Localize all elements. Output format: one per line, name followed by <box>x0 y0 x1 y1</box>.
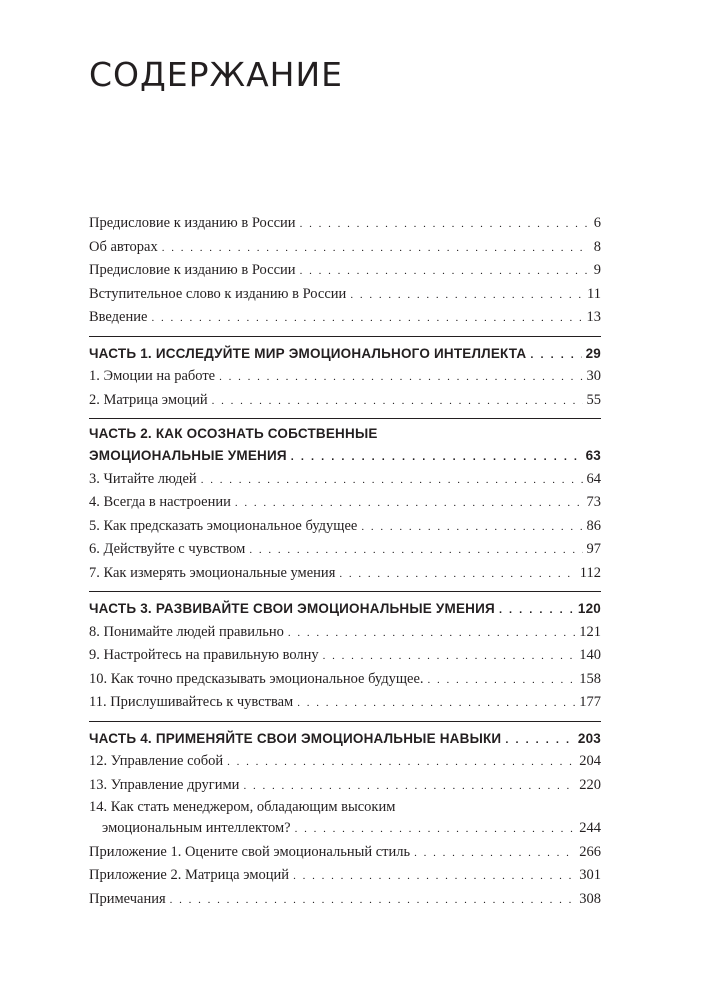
leader-dots <box>249 539 582 563</box>
toc-entry-page: 9 <box>593 262 601 278</box>
toc-entry-page: 177 <box>579 694 601 710</box>
toc-entry[interactable] <box>89 468 601 492</box>
leader-dots <box>291 446 582 470</box>
toc-entry[interactable] <box>89 236 601 260</box>
leader-dots <box>170 889 576 913</box>
toc-entry-page: 8 <box>593 238 601 255</box>
toc-entry[interactable] <box>89 212 601 236</box>
toc-entry[interactable] <box>89 888 601 912</box>
toc-part-title: ЭМОЦИОНАЛЬНЫЕ УМЕНИЯ <box>89 448 287 463</box>
toc-entry-title: 10. Как точно предсказывать эмоциональное будущее. <box>89 670 424 687</box>
toc-entry-title: 2. Матрица эмоций <box>89 391 208 408</box>
leader-dots <box>300 260 590 284</box>
table-of-contents <box>89 212 601 911</box>
toc-entry-page: 121 <box>579 623 601 640</box>
leader-dots <box>505 729 574 753</box>
section-divider <box>89 418 601 419</box>
toc-entry-title: Предисловие к изданию в России <box>89 262 296 278</box>
toc-entry-page: 13 <box>586 309 601 325</box>
toc-entry[interactable] <box>89 774 601 798</box>
page-title: СОДЕРЖАНИЕ <box>89 55 344 94</box>
toc-entry-page: 308 <box>579 890 601 907</box>
toc-part-4[interactable] <box>89 727 601 751</box>
toc-entry[interactable] <box>89 841 601 865</box>
toc-entry-title: Приложение 1. Оцените свой эмоциональный стиль <box>89 843 411 860</box>
leader-dots <box>201 469 583 493</box>
toc-entry-page: 55 <box>586 391 601 408</box>
toc-entry-page: 220 <box>579 776 601 793</box>
toc-entry[interactable] <box>89 621 601 645</box>
toc-entry[interactable] <box>89 750 601 774</box>
toc-part-page: 29 <box>585 345 601 361</box>
leader-dots <box>361 516 582 540</box>
toc-entry-page: 301 <box>579 867 601 883</box>
leader-dots <box>414 842 575 866</box>
toc-part-title: ЧАСТЬ 3. РАЗВИВАЙТЕ СВОИ ЭМОЦИОНАЛЬНЫЕ УМЕНИЯ <box>89 601 495 616</box>
toc-part-1[interactable] <box>89 342 601 366</box>
toc-entry[interactable] <box>89 389 601 413</box>
toc-entry-title: 9. Настройтесь на правильную волну <box>89 647 319 663</box>
toc-entry-title: 3. Читайте людей <box>89 470 197 487</box>
leader-dots <box>350 284 583 308</box>
toc-entry[interactable] <box>89 365 601 389</box>
toc-entry-page: 112 <box>579 564 601 581</box>
leader-dots <box>323 645 576 669</box>
toc-part-page: 120 <box>577 601 601 616</box>
toc-part-2[interactable] <box>89 444 601 468</box>
toc-entry[interactable] <box>89 668 601 692</box>
leader-dots <box>300 213 590 237</box>
toc-entry-title: Введение <box>89 309 148 325</box>
leader-dots <box>235 492 583 516</box>
leader-dots <box>339 563 575 587</box>
leader-dots <box>288 622 575 646</box>
leader-dots <box>293 865 575 889</box>
toc-part-page: 203 <box>577 730 601 746</box>
toc-entry-page: 30 <box>586 368 601 384</box>
toc-entry-title: 7. Как измерять эмоциональные умения <box>89 564 336 581</box>
toc-entry-page: 64 <box>586 470 601 487</box>
toc-entry[interactable] <box>89 306 601 330</box>
toc-entry[interactable] <box>89 259 601 283</box>
toc-entry[interactable] <box>89 538 601 562</box>
toc-entry-page: 97 <box>586 541 601 557</box>
toc-entry-page: 266 <box>579 843 601 860</box>
toc-entry-title-line1[interactable]: 14. Как стать менеджером, обладающим высоким <box>89 799 396 815</box>
toc-entry-page: 140 <box>579 647 601 663</box>
toc-entry-title: 1. Эмоции на работе <box>89 368 216 384</box>
section-divider <box>89 721 601 722</box>
leader-dots <box>530 344 581 368</box>
leader-dots <box>243 775 575 799</box>
toc-entry[interactable] <box>89 817 601 841</box>
leader-dots <box>428 669 576 693</box>
toc-entry[interactable] <box>89 491 601 515</box>
toc-entry[interactable] <box>89 691 601 715</box>
leader-dots <box>151 307 582 331</box>
leader-dots <box>162 237 590 261</box>
section-divider <box>89 336 601 337</box>
leader-dots <box>297 692 575 716</box>
toc-entry-title: Приложение 2. Матрица эмоций <box>89 867 290 883</box>
toc-entry-title: 13. Управление другими <box>89 776 240 793</box>
leader-dots <box>227 751 575 775</box>
toc-entry-page: 6 <box>593 215 601 231</box>
toc-entry[interactable] <box>89 515 601 539</box>
toc-entry[interactable] <box>89 864 601 888</box>
toc-entry-title: Вступительное слово к изданию в России <box>89 285 347 302</box>
toc-entry[interactable] <box>89 644 601 668</box>
toc-entry-page: 11 <box>587 285 601 302</box>
leader-dots <box>295 818 576 842</box>
toc-entry-page: 86 <box>586 517 601 534</box>
toc-entry[interactable] <box>89 562 601 586</box>
toc-entry-title: 12. Управление собой <box>89 753 224 769</box>
toc-part-3[interactable] <box>89 597 601 621</box>
toc-part-title: ЧАСТЬ 1. ИССЛЕДУЙТЕ МИР ЭМОЦИОНАЛЬНОГО ИНТЕЛЛЕКТА <box>89 345 527 361</box>
leader-dots <box>212 390 583 414</box>
toc-entry-title: 8. Понимайте людей правильно <box>89 623 284 640</box>
toc-entry-title: 5. Как предсказать эмоциональное будущее <box>89 517 358 534</box>
toc-part-2-title-line1[interactable]: ЧАСТЬ 2. КАК ОСОЗНАТЬ СОБСТВЕННЫЕ <box>89 426 378 441</box>
toc-part-page: 63 <box>585 448 601 463</box>
toc-entry-title: 4. Всегда в настроении <box>89 494 231 510</box>
toc-entry-page: 73 <box>586 494 601 510</box>
section-divider <box>89 591 601 592</box>
toc-entry-page: 158 <box>579 670 601 687</box>
toc-entry-title: Об авторах <box>89 238 158 255</box>
toc-entry-title: эмоциональным интеллектом? <box>102 820 291 836</box>
toc-entry[interactable] <box>89 283 601 307</box>
toc-entry-page: 244 <box>579 820 601 836</box>
toc-part-title: ЧАСТЬ 4. ПРИМЕНЯЙТЕ СВОИ ЭМОЦИОНАЛЬНЫЕ НАВЫКИ <box>89 730 502 746</box>
leader-dots <box>499 599 574 623</box>
toc-entry-title: 11. Прислушивайтесь к чувствам <box>89 694 294 710</box>
toc-entry-page: 204 <box>579 753 601 769</box>
leader-dots <box>219 366 582 390</box>
toc-entry-title: Предисловие к изданию в России <box>89 215 296 231</box>
toc-entry-title: Примечания <box>89 890 166 907</box>
toc-entry-title: 6. Действуйте с чувством <box>89 541 246 557</box>
